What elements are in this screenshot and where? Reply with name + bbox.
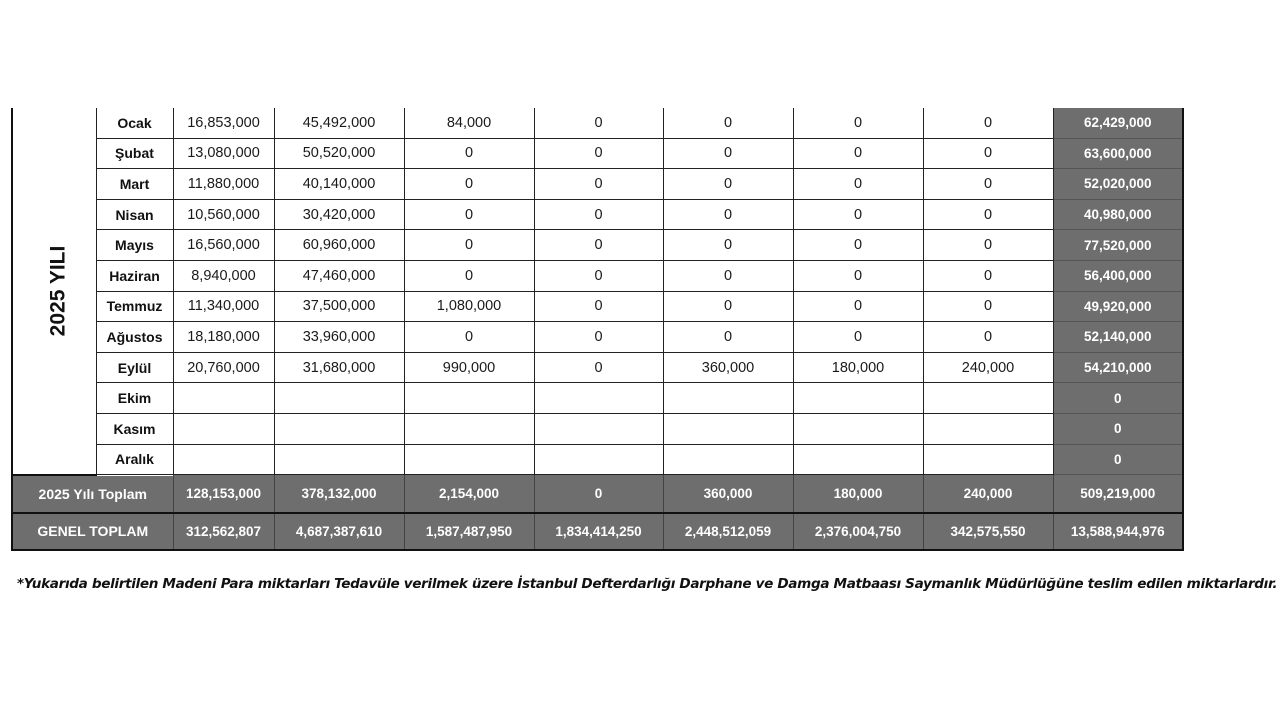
grand-total-cell: 4,687,387,610	[274, 513, 404, 550]
month-value	[923, 444, 1053, 475]
month-value	[534, 383, 663, 414]
month-value: 0	[793, 322, 923, 353]
month-row	[12, 444, 1183, 475]
month-name: Şubat	[96, 138, 173, 169]
grand-total-cell: 1,834,414,250	[534, 513, 663, 550]
year-label-cell	[12, 108, 96, 475]
month-value: 0	[663, 291, 793, 322]
grand-total-cell: 2,448,512,059	[663, 513, 793, 550]
month-value: 30,420,000	[274, 199, 404, 230]
month-value: 40,140,000	[274, 169, 404, 200]
month-row	[12, 322, 1183, 353]
month-total: 63,600,000	[1053, 138, 1183, 169]
month-value: 360,000	[663, 352, 793, 383]
month-value: 16,853,000	[173, 108, 274, 138]
month-value: 0	[404, 322, 534, 353]
grand-total-cell: 342,575,550	[923, 513, 1053, 550]
month-total: 52,140,000	[1053, 322, 1183, 353]
month-value	[663, 413, 793, 444]
month-value: 180,000	[793, 352, 923, 383]
month-total: 40,980,000	[1053, 199, 1183, 230]
month-value	[923, 413, 1053, 444]
month-value: 16,560,000	[173, 230, 274, 261]
month-value: 0	[534, 322, 663, 353]
month-value	[173, 444, 274, 475]
month-name: Temmuz	[96, 291, 173, 322]
month-value: 0	[923, 169, 1053, 200]
month-name: Mayıs	[96, 230, 173, 261]
month-value: 0	[793, 138, 923, 169]
month-value	[173, 413, 274, 444]
month-value	[404, 444, 534, 475]
grand-total-cell: 312,562,807	[173, 513, 274, 550]
month-value: 0	[793, 291, 923, 322]
month-value: 0	[534, 138, 663, 169]
month-row	[12, 199, 1183, 230]
month-value: 0	[534, 108, 663, 138]
month-value: 0	[793, 108, 923, 138]
month-value	[663, 383, 793, 414]
month-row	[12, 383, 1183, 414]
month-total: 49,920,000	[1053, 291, 1183, 322]
month-value: 33,960,000	[274, 322, 404, 353]
month-value	[923, 383, 1053, 414]
month-value: 0	[923, 199, 1053, 230]
month-value: 0	[923, 260, 1053, 291]
month-value: 0	[923, 322, 1053, 353]
grand-total-row	[12, 513, 1183, 550]
month-value	[663, 444, 793, 475]
month-value: 37,500,000	[274, 291, 404, 322]
year-label: 2025 YILI	[46, 245, 70, 337]
month-rows	[12, 108, 1183, 475]
month-total: 0	[1053, 444, 1183, 475]
month-row	[12, 230, 1183, 261]
month-value: 60,960,000	[274, 230, 404, 261]
month-value	[274, 383, 404, 414]
month-value: 10,560,000	[173, 199, 274, 230]
month-value: 0	[793, 169, 923, 200]
month-value: 0	[663, 199, 793, 230]
year-total-label: 2025 Yılı Toplam	[12, 475, 173, 513]
month-row	[12, 413, 1183, 444]
month-total: 0	[1053, 413, 1183, 444]
month-total: 52,020,000	[1053, 169, 1183, 200]
month-value: 47,460,000	[274, 260, 404, 291]
month-value: 45,492,000	[274, 108, 404, 138]
month-name: Haziran	[96, 260, 173, 291]
grand-total-sum: 13,588,944,976	[1053, 513, 1183, 550]
month-value: 13,080,000	[173, 138, 274, 169]
year-total-cell: 128,153,000	[173, 475, 274, 513]
month-value: 0	[663, 260, 793, 291]
month-name: Ocak	[96, 108, 173, 138]
month-value: 0	[534, 230, 663, 261]
month-name: Ekim	[96, 383, 173, 414]
month-value: 0	[923, 138, 1053, 169]
month-name: Kasım	[96, 413, 173, 444]
month-value	[404, 413, 534, 444]
month-value: 31,680,000	[274, 352, 404, 383]
month-value	[793, 383, 923, 414]
month-value: 18,180,000	[173, 322, 274, 353]
footnote: *Yukarıda belirtilen Madeni Para miktarları Tedavüle verilmek üzere İstanbul Defterdarlığı Darphane ve Damga Matbaası Saymanlık Müdürlüğüne teslim edilen miktarlardır.	[17, 576, 1278, 592]
year-total-cell: 360,000	[663, 475, 793, 513]
month-value: 0	[534, 169, 663, 200]
month-value: 50,520,000	[274, 138, 404, 169]
grand-total-cell: 1,587,487,950	[404, 513, 534, 550]
month-value: 0	[404, 138, 534, 169]
month-value: 84,000	[404, 108, 534, 138]
month-name: Eylül	[96, 352, 173, 383]
month-value: 11,340,000	[173, 291, 274, 322]
year-total-cell: 240,000	[923, 475, 1053, 513]
month-value: 0	[793, 260, 923, 291]
month-value: 0	[663, 138, 793, 169]
month-total: 77,520,000	[1053, 230, 1183, 261]
month-value: 20,760,000	[173, 352, 274, 383]
grand-total-label: GENEL TOPLAM	[12, 513, 173, 550]
month-value: 0	[404, 260, 534, 291]
month-name: Aralık	[96, 444, 173, 475]
year-total-row	[12, 475, 1183, 513]
month-total: 0	[1053, 383, 1183, 414]
month-value	[274, 413, 404, 444]
month-value: 990,000	[404, 352, 534, 383]
month-value: 0	[534, 291, 663, 322]
grand-total-cell: 2,376,004,750	[793, 513, 923, 550]
month-row	[12, 291, 1183, 322]
year-total-cell: 2,154,000	[404, 475, 534, 513]
month-value: 0	[663, 230, 793, 261]
month-value: 0	[534, 260, 663, 291]
month-value: 0	[404, 199, 534, 230]
month-row	[12, 138, 1183, 169]
month-row	[12, 108, 1183, 138]
month-value	[793, 413, 923, 444]
month-name: Mart	[96, 169, 173, 200]
month-row	[12, 260, 1183, 291]
month-total: 54,210,000	[1053, 352, 1183, 383]
month-row	[12, 169, 1183, 200]
month-value: 0	[793, 230, 923, 261]
month-name: Ağustos	[96, 322, 173, 353]
month-value: 1,080,000	[404, 291, 534, 322]
month-value: 11,880,000	[173, 169, 274, 200]
month-value	[274, 444, 404, 475]
month-value	[404, 383, 534, 414]
month-name: Nisan	[96, 199, 173, 230]
month-value: 0	[534, 199, 663, 230]
year-total-cell: 378,132,000	[274, 475, 404, 513]
month-value: 0	[923, 230, 1053, 261]
year-total-sum: 509,219,000	[1053, 475, 1183, 513]
month-value	[534, 444, 663, 475]
month-value: 0	[663, 322, 793, 353]
month-value: 0	[923, 108, 1053, 138]
month-value: 0	[404, 169, 534, 200]
month-value	[534, 413, 663, 444]
month-value	[173, 383, 274, 414]
month-value: 0	[923, 291, 1053, 322]
month-value: 0	[663, 108, 793, 138]
month-value	[793, 444, 923, 475]
year-total-cell: 180,000	[793, 475, 923, 513]
month-value: 240,000	[923, 352, 1053, 383]
month-total: 62,429,000	[1053, 108, 1183, 138]
month-value: 0	[793, 199, 923, 230]
month-row	[12, 352, 1183, 383]
month-value: 8,940,000	[173, 260, 274, 291]
month-total: 56,400,000	[1053, 260, 1183, 291]
month-value: 0	[663, 169, 793, 200]
coin-delivery-table	[11, 108, 1184, 551]
month-value: 0	[404, 230, 534, 261]
month-value: 0	[534, 352, 663, 383]
year-total-cell: 0	[534, 475, 663, 513]
